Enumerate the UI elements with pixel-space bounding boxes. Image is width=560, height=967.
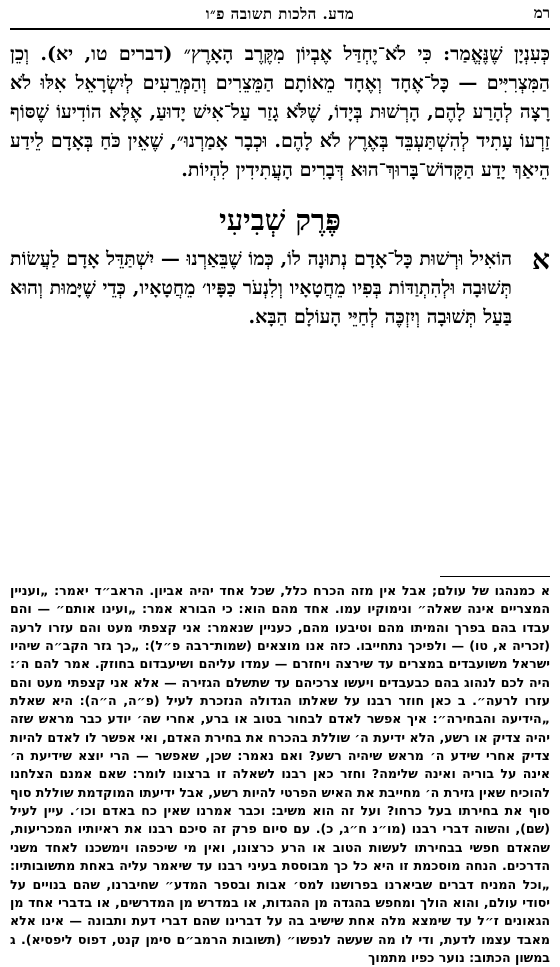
halakha-text: הוֹאִיל וּרְשׁוּת כָּל־אָדָם נְתוּנָה לוֹ, כְּמוֹ שֶׁבֵּאַרְנוּ — יִשְׁתַּדֵּל אָדָם לַעֲשׂוֹת תְּשׁוּבָה וּלְהִתְוַדּוֹת בְּפִיו מֵחֲטָאָיו וְלִנְעֹר כַּפָּיו׳ מֵחֲטָאָיו, כְּדֵי שֶׁיָּמוּת וְהוּא בַּעַל תְּשׁוּבָה וְיִזְכֶּה לְחַיֵּי הָעוֹלָם הַבָּא. (10, 248, 512, 328)
footnote-divider (440, 576, 550, 577)
main-text (10, 40, 550, 332)
paragraph-continuation: כְּעִנְיָן שֶׁנֶּאֱמַר: כִּי לֹא־יֶחְדַּל אֶבְיוֹן מִקֶּרֶב הָאָרֶץ״ (דברים טו, יא). וְכֵן הַמִּצְרִיִּים — כָּל־אֶחָד וְאֶחָד מֵאוֹתָם הַמֵּצֵרִים וְהַמְּרֵעִים לְיִשְׂרָאֵל אִלּוּ לֹא רָצָה לְהָרַע לָהֶם, הָרְשׁוּת בְּיָדוֹ, שֶׁלֹּא גָזַר עַל־אִישׁ יָדוּעַ, אֶלָּא הוֹדִיעוֹ שֶׁסּוֹף זַרְעוֹ עָתִיד לְהִשְׁתַּעְבֵּד בְּאֶרֶץ לֹא לָהֶם. וּכְבָר אָמַרְנוּ״, שֶׁאֵין כֹּחַ בְּאָדָם לֵידַע הֵיאַךְ יָדַע הַקָּדוֹשׁ־בָּרוּךְ־הוּא דְּבָרִים הָעֲתִידִין לִהְיוֹת. (10, 43, 550, 181)
page-number: רמ (533, 4, 550, 22)
footnote-text: א כמנהגו של עולם; אבל אין מזה הכרח כלל, שכל אחד יהיה אביון. הראב״ד יאמר: „ועניין המצריים אינה שאלה״ ונימוקיו עמו. אחד מהם הוא: כי הבורא אמר: „ועינו אותם״ — והם עבדו בהם בפרך והמיתו מהם וטיבעו מהם, כעניין שנאמר: אני קצפתי מעט והם עזרו לרעה (זכריה א, טו) — ולפיכך נתחייבו. כזה אנו מוצאים (שמות־רבה פ״ל): „כך גזר הקב״ה שיהיו ישראל משועבדים במצרים עד שירצה ויחזרם — עמדו עליהם ושיעבדום בחוזק. אמר להם ה׳: היה לכם לנהוג בהם כבעבדים ויעשו צרכיהם עד שתשלם הגזירה — אלא אני קצפתי מעט והם עזרו לרעה״. ב כאן חוזר רבנו על שאלתו הגדולה הנזכרת לעיל (פ״ה, ה״ה): היא שאלת „הידיעה והבחירה״: איך אפשר לאדם לבחור בטוב או ברע, אחרי שה׳ יודע כבר מראש שזה יהיה צדיק או רשע, הלא ידיעת ה׳ שוללת בהכרח את בחירת האדם, ואי אפשר לו לאדם להיות צדיק אחרי שידע ה׳ מראש שיהיה רשע? ואם נאמר: שכן, שאפשר — הרי יוצא שידיעת ה׳ אינה על בוריה ואינה שלימה? וחזר כאן רבנו לשאלה זו ברצונו לומר: שאם אמנם הצלחנו להוכיח שאין גזירת ה׳ מחייבת את האיש הפרטי להיות רשע, אבל ידיעתו המוקדמת שוללת סוף סוף את בחירתו בעל כרחו? ועל זה הוא משיב: וכבר אמרנו שאין כח באדם וכו׳. עיין לעיל (שם), והשוה דברי רבנו (מו״נ ח״ג, כ). עם סיום פרק זה סיכם רבנו את ראיותיו המכריעות, שהאדם חפשי בבחירתו לעשות הטוב או הרע כרצונו, ואין מי שיכפהו וימשכנו לאחד משני הדרכים. הנחה מוסכמת זו היא כל כך מבוססת בעיני רבנו עד שיאמר עליה באחת מתשובותיו: „וכל המניח דברים שביארנו בפרושנו למס׳ אבות ובספר המדע״ שחיברנו, שהם בנויים על יסודי עולם, והוא הולך ומחפש בהגדה מן ההגדות, או במדרש מן המדרשים, או בדברי אחד מן הגאונים ז״ל עד שימצא מלה אחת שישיב בה על דברינו שהם דברי דעת ותבונה — אינו אלא מאבד עצמו לדעת, ודי לו מה שעשה לנפשו״ (תשובות הרמב״ם סימן קנט, דפוס ליפסיא). ג במשון הכתוב: נוער כפיו מתמוך (10, 583, 550, 965)
footnotes (10, 582, 550, 967)
chapter-title: פֶּרֶק שְׁבִיעִי (219, 203, 341, 237)
halakha-paragraph (10, 245, 550, 332)
halakha-letter: א (532, 243, 550, 276)
running-header (10, 0, 550, 30)
running-title: מדע. הלכות תשובה פ״ו (205, 4, 355, 23)
